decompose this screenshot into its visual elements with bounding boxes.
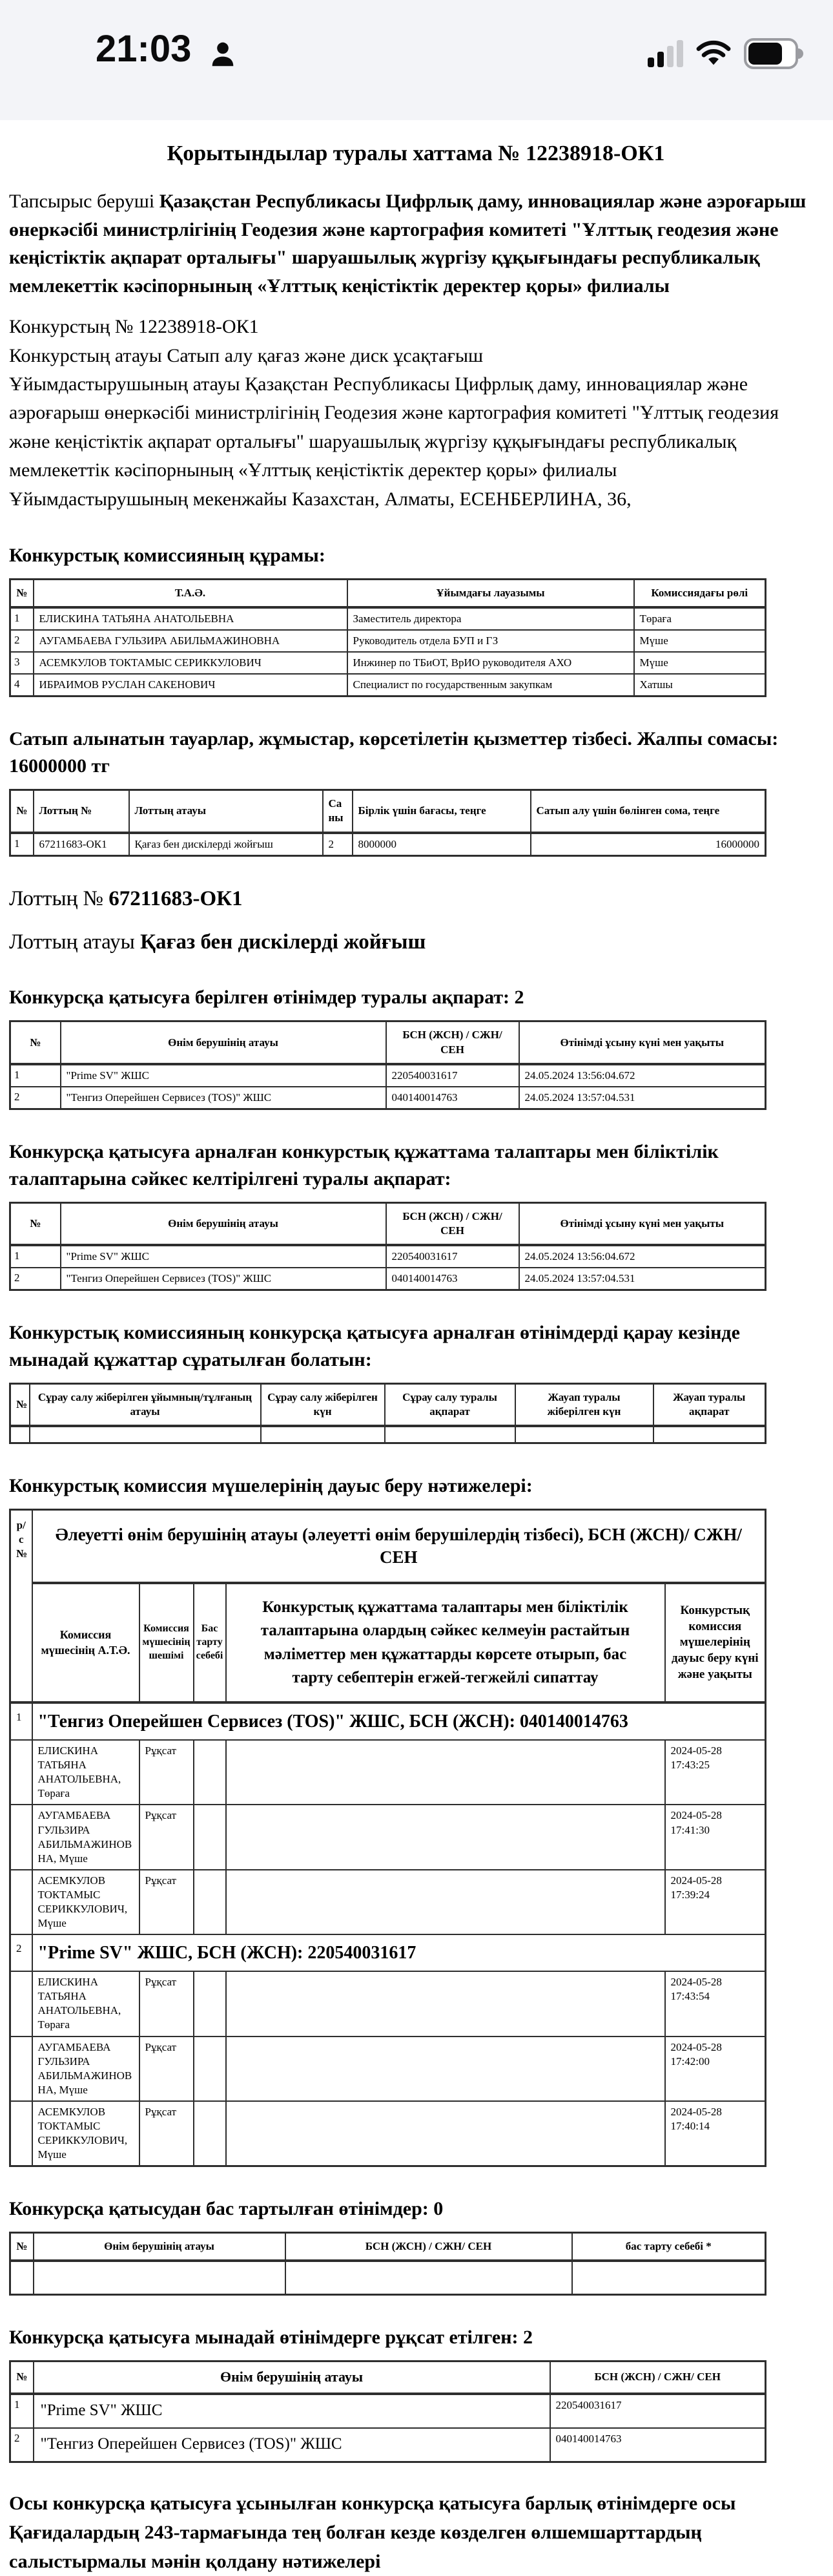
lot-number-label: Лоттың № [9, 886, 104, 910]
cell [194, 1870, 226, 1934]
contest-number-line [9, 313, 823, 341]
col-header: Конкурстық құжаттама талаптары мен біліктілік талаптарына олардың сәйкес келмеуін растайтын мәліметтер мен құжаттарды көрсете отырып, бас тарту себептерін егжей-тегжейлі сипаттау [226, 1583, 665, 1702]
member-name: АСЕМКУЛОВ ТОКТАМЫС СЕРИККУЛОВИЧ, Мүше [32, 2101, 139, 2166]
cell: Мүше [634, 630, 766, 652]
vote-row [10, 1971, 766, 2036]
col-header: Комиссиядағы рөлі [634, 579, 766, 607]
col-header: Жауап туралы ақпарат [653, 1384, 766, 1427]
cell: Хатшы [634, 674, 766, 696]
table-header-row [10, 579, 766, 607]
cell: 24.05.2024 13:56:04.672 [519, 1064, 766, 1087]
cell: "Тенгиз Оперейшен Сервисез (TOS)" ЖШС [34, 2428, 550, 2462]
contest-info-block [9, 313, 823, 514]
wifi-icon [696, 39, 731, 68]
clock-label: 21:03 [96, 28, 192, 70]
cell: АУГАМБАЕВА ГУЛЬЗИРА АБИЛЬМАЖИНОВНА [34, 630, 347, 652]
cell [10, 1740, 32, 1805]
table-subheader-row [10, 1583, 766, 1702]
cell: 1 [10, 2394, 34, 2428]
organizer-address-label: Ұйымдастырушының мекенжайы [9, 488, 287, 510]
cell [10, 1805, 32, 1869]
table-row [10, 1064, 766, 1087]
cell [194, 1805, 226, 1869]
cell [194, 1971, 226, 2036]
table-header-row [10, 2233, 766, 2261]
cell: Төраға [634, 607, 766, 630]
cell: Мүше [634, 652, 766, 674]
cell: ЕЛИСКИНА ТАТЬЯНА АНАТОЛЬЕВНА [34, 607, 347, 630]
cell [261, 1426, 385, 1443]
status-bar [0, 0, 833, 120]
cell: 2 [10, 1934, 32, 1971]
cell [385, 1426, 515, 1443]
supplier-group-title: "Тенгиз Оперейшен Сервисез (TOS)" ЖШС, БСН (ЖСН): 040140014763 [32, 1702, 766, 1740]
cell [10, 1426, 30, 1443]
cell [226, 1740, 665, 1805]
lot-name-label: Лоттың атауы [9, 930, 135, 954]
vote-datetime: 2024-05-28 17:39:24 [665, 1870, 766, 1934]
col-header: БСН (ЖСН) / СЖН/ СЕН [285, 2233, 572, 2261]
organizer-address-value: Казахстан, Алматы, ЕСЕНБЕРЛИНА, 36, [291, 488, 632, 510]
cell: 220540031617 [550, 2394, 766, 2428]
col-header: № [10, 1384, 30, 1427]
vote-datetime: 2024-05-28 17:43:54 [665, 1971, 766, 2036]
battery-icon [744, 38, 806, 69]
requests-table [9, 1383, 766, 1444]
col-header: № [10, 1202, 61, 1245]
col-header: Сұрау салу туралы ақпарат [385, 1384, 515, 1427]
organizer-address-line [9, 485, 823, 514]
col-header: р/с № [10, 1509, 32, 1702]
customer-paragraph [9, 187, 823, 300]
member-name: АУГАМБАЕВА ГУЛЬЗИРА АБИЛЬМАЖИНОВНА, Мүше [32, 1805, 139, 1869]
vote-datetime: 2024-05-28 17:43:25 [665, 1740, 766, 1805]
voting-table [9, 1509, 766, 2167]
col-header: Өнім берушінің атауы [61, 1202, 386, 1245]
col-header: Конкурстық комиссия мүшелерінің дауыс беру күні және уақыты [665, 1583, 766, 1702]
vote-row [10, 1805, 766, 1869]
cell [515, 1426, 653, 1443]
member-name: АУГАМБАЕВА ГУЛЬЗИРА АБИЛЬМАЖИНОВНА, Мүше [32, 2037, 139, 2101]
table-header-row [10, 790, 766, 833]
col-header: Әлеуетті өнім берушінің атауы (әлеуетті өнім берушілердің тізбесі), БСН (ЖСН)/ СЖН/СЕН [32, 1509, 766, 1583]
lot-name-line [9, 928, 823, 956]
lots-heading: Сатып алынатын тауарлар, жұмыстар, көрсетілетін қызметтер тізбесі. Жалпы сомасы: 16000000 тг [9, 728, 779, 777]
vote-row [10, 1740, 766, 1805]
col-header: Өтінімді ұсыну күні мен уақыты [519, 1202, 766, 1245]
col-header: Лоттың атауы [129, 790, 323, 833]
vote-row [10, 2037, 766, 2101]
supplier-group-title: "Prime SV" ЖШС, БСН (ЖСН): 220540031617 [32, 1934, 766, 1971]
vote-datetime: 2024-05-28 17:42:00 [665, 2037, 766, 2101]
cell: 2 [10, 1268, 61, 1290]
cell: Руководитель отдела БУП и ГЗ [347, 630, 634, 652]
col-header: Лоттың № [34, 790, 129, 833]
organizer-value: Қазақстан Республикасы Цифрлық даму, инновациялар және аэроғарыш өнеркәсібі министрлігінің Геодезия және картография комитеті "Ұлттық геодезия және кеңістіктік ақпарат орталығы" шаруашылық жүргізу құқығындағы республикалық мемлекеттік кәсіпорнының «Ұлттық кеңістіктік деректер қоры» филиалы [9, 373, 779, 481]
person-icon [208, 40, 238, 70]
cell: 3 [10, 652, 34, 674]
cell: "Тенгиз Оперейшен Сервисез (TOS)" ЖШС [61, 1087, 386, 1109]
cell: Заместитель директора [347, 607, 634, 630]
cell: 24.05.2024 13:57:04.531 [519, 1087, 766, 1109]
cell: 040140014763 [386, 1087, 519, 1109]
decision: Рұқсат [139, 1740, 194, 1805]
cell: 040140014763 [386, 1268, 519, 1290]
col-header: Өнім берушінің атауы [61, 1021, 386, 1064]
commission-table [9, 578, 766, 697]
cell: 67211683-ОК1 [34, 833, 129, 856]
organizer-line [9, 370, 823, 485]
cell [194, 2101, 226, 2166]
cell: 24.05.2024 13:57:04.531 [519, 1268, 766, 1290]
status-icons [648, 37, 806, 70]
cellular-signal-icon [648, 37, 683, 70]
cell: 4 [10, 674, 34, 696]
col-header: Өнім берушінің атауы [34, 2361, 550, 2393]
contest-name-value: Сатып алу қағаз және диск ұсақтағыш [167, 344, 484, 366]
cell: ИБРАИМОВ РУСЛАН САКЕНОВИЧ [34, 674, 347, 696]
table-header-row [10, 2361, 766, 2393]
cell: 220540031617 [386, 1064, 519, 1087]
vote-row [10, 1870, 766, 1934]
cell: 040140014763 [550, 2428, 766, 2462]
col-header: Саны [323, 790, 353, 833]
cell [226, 1971, 665, 2036]
table-row [10, 1245, 766, 1268]
cell: Инжинер по ТБиОТ, ВрИО руководителя АХО [347, 652, 634, 674]
vote-datetime: 2024-05-28 17:40:14 [665, 2101, 766, 2166]
cell: 1 [10, 607, 34, 630]
col-header: № [10, 2361, 34, 2393]
col-header: № [10, 2233, 34, 2261]
table-header-row [10, 1202, 766, 1245]
cell: 8000000 [353, 833, 531, 856]
cell: "Prime SV" ЖШС [34, 2394, 550, 2428]
supplier-group-row [10, 1934, 766, 1971]
cell: 1 [10, 1702, 32, 1740]
contest-number-label: Конкурстың № [9, 316, 134, 338]
cell [10, 2037, 32, 2101]
decision: Рұқсат [139, 2101, 194, 2166]
cell [10, 1870, 32, 1934]
col-header: Бірлік үшін бағасы, теңге [353, 790, 531, 833]
cell [226, 1805, 665, 1869]
col-header: БСН (ЖСН) / СЖН/ СЕН [550, 2361, 766, 2393]
cell: 16000000 [531, 833, 766, 856]
table-row [10, 630, 766, 652]
allowed-table [9, 2360, 766, 2463]
table-row [10, 652, 766, 674]
empty-table-row [10, 2261, 766, 2294]
col-header: бас тарту себебі * [572, 2233, 766, 2261]
vote-row [10, 2101, 766, 2166]
cell [226, 2101, 665, 2166]
cell: 2 [10, 2428, 34, 2462]
customer-label: Тапсырыс беруші [9, 191, 155, 213]
applications-heading: Конкурсқа қатысуға берілген өтінімдер туралы ақпарат: 2 [9, 987, 524, 1009]
requests-heading: Конкурстық комиссияның конкурсқа қатысуға арналған өтінімдерді қарау кезінде мынадай құжаттар сұратылған болатын: [9, 1322, 740, 1371]
cell: Специалист по государственным закупкам [347, 674, 634, 696]
cell [194, 1740, 226, 1805]
lots-table [9, 789, 766, 856]
cell [10, 2101, 32, 2166]
decision: Рұқсат [139, 2037, 194, 2101]
contest-name-label: Конкурстың атауы [9, 344, 162, 366]
cell: АСЕМКУЛОВ ТОКТАМЫС СЕРИККУЛОВИЧ [34, 652, 347, 674]
cell [653, 1426, 766, 1443]
cell: 2 [10, 1087, 61, 1109]
vote-datetime: 2024-05-28 17:41:30 [665, 1805, 766, 1869]
col-header: Сатып алу үшін бөлінген сома, теңге [531, 790, 766, 833]
table-row [10, 2394, 766, 2428]
cell [30, 1426, 261, 1443]
commission-heading: Конкурстық комиссияның құрамы: [9, 544, 325, 566]
compliance-heading: Конкурсқа қатысуға арналған конкурстық құжаттама талаптары мен біліктілік талаптарына сәйкес келтірілгені туралы ақпарат: [9, 1140, 719, 1189]
lot-name-value: Қағаз бен дискілерді жойғыш [140, 930, 426, 954]
cell [10, 1971, 32, 2036]
col-header: БСН (ЖСН) / СЖН/ СЕН [386, 1202, 519, 1245]
organizer-label: Ұйымдастырушының атауы [9, 373, 240, 395]
col-header: № [10, 790, 34, 833]
cell [572, 2261, 766, 2294]
member-name: ЕЛИСКИНА ТАТЬЯНА АНАТОЛЬЕВНА, Төраға [32, 1971, 139, 2036]
col-header: Комиссия мүшесінің А.Т.Ә. [32, 1583, 139, 1702]
col-header: № [10, 579, 34, 607]
customer-value: Қазақстан Республикасы Цифрлық даму, инновациялар және аэроғарыш өнеркәсібі министрлігінің Геодезия және картография комитеті "Ұлттық геодезия және кеңістіктік ақпарат орталығы" шаруашылық жүргізу құқығындағы республикалық мемлекеттік кәсіпорнының «Ұлттық кеңістіктік деректер қоры» филиалы [9, 191, 807, 297]
compliance-table [9, 1202, 766, 1291]
cell: 1 [10, 1064, 61, 1087]
cell [34, 2261, 285, 2294]
page-title: Қорытындылар туралы хаттама № 12238918-ОК1 [167, 141, 665, 165]
table-row [10, 607, 766, 630]
col-header: БСН (ЖСН) / СЖН/ СЕН [386, 1021, 519, 1064]
cell: "Prime SV" ЖШС [61, 1245, 386, 1268]
cell: Қағаз бен дискілерді жойғыш [129, 833, 323, 856]
cell: 220540031617 [386, 1245, 519, 1268]
cell: 2 [323, 833, 353, 856]
col-header: Өнім берушінің атауы [34, 2233, 285, 2261]
member-name: АСЕМКУЛОВ ТОКТАМЫС СЕРИККУЛОВИЧ, Мүше [32, 1870, 139, 1934]
cell: 24.05.2024 13:56:04.672 [519, 1245, 766, 1268]
criteria-note-paragraph: Осы конкурсқа қатысуға ұсынылған конкурсқа қатысуға барлық өтінімдерге осы Қағидалардың 243-тармағында тең болған кезде көзделген өлшемшарттардың салыстырмалы мәнін қолдану нәтижелері [9, 2492, 736, 2572]
table-row [10, 2428, 766, 2462]
cell: "Тенгиз Оперейшен Сервисез (TOS)" ЖШС [61, 1268, 386, 1290]
col-header: Өтінімді ұсыну күні мен уақыты [519, 1021, 766, 1064]
table-row [10, 1087, 766, 1109]
rejected-heading: Конкурсқа қатысудан бас тартылған өтінімдер: 0 [9, 2198, 444, 2220]
cell [226, 1870, 665, 1934]
table-row [10, 833, 766, 856]
member-name: ЕЛИСКИНА ТАТЬЯНА АНАТОЛЬЕВНА, Төраға [32, 1740, 139, 1805]
cell: 2 [10, 630, 34, 652]
table-header-row [10, 1509, 766, 1583]
lot-number-line [9, 885, 823, 913]
contest-number-value: 12238918-ОК1 [138, 316, 259, 338]
decision: Рұқсат [139, 1805, 194, 1869]
cell: 1 [10, 1245, 61, 1268]
cell: 1 [10, 833, 34, 856]
table-row [10, 1268, 766, 1290]
supplier-group-row [10, 1702, 766, 1740]
lot-number-value: 67211683-ОК1 [108, 886, 243, 910]
decision: Рұқсат [139, 1870, 194, 1934]
col-header: Сұрау салу жіберілген күн [261, 1384, 385, 1427]
decision: Рұқсат [139, 1971, 194, 2036]
col-header: Комиссия мүшесінің шешімі [139, 1583, 194, 1702]
cell [226, 2037, 665, 2101]
applications-table [9, 1020, 766, 1109]
contest-name-line [9, 342, 823, 370]
cell [194, 2037, 226, 2101]
rejected-table [9, 2232, 766, 2296]
voting-heading: Конкурстық комиссия мүшелерінің дауыс беру нәтижелері: [9, 1474, 533, 1496]
cell [285, 2261, 572, 2294]
col-header: Жауап туралы жіберілген күн [515, 1384, 653, 1427]
col-header: № [10, 1021, 61, 1064]
table-header-row [10, 1021, 766, 1064]
col-header: Т.А.Ә. [34, 579, 347, 607]
col-header: Сұрау салу жіберілген ұйымның/тұлғаның атауы [30, 1384, 261, 1427]
allowed-heading: Конкурсқа қатысуға мынадай өтінімдерге рұқсат етілген: 2 [9, 2326, 533, 2348]
empty-table-row [10, 1426, 766, 1443]
table-header-row [10, 1384, 766, 1427]
cell [10, 2261, 34, 2294]
table-row [10, 674, 766, 696]
col-header: Бас тарту себебі [194, 1583, 226, 1702]
col-header: Ұйымдағы лауазымы [347, 579, 634, 607]
cell: "Prime SV" ЖШС [61, 1064, 386, 1087]
protocol-document [0, 120, 833, 2576]
